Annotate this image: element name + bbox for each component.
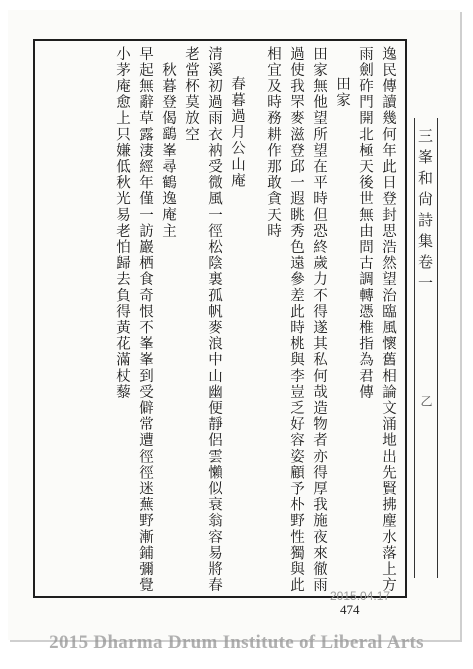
- poem-title: 秋暮登偈鷂峯尋鶴逸庵主: [160, 62, 176, 240]
- poem-title: 田家: [334, 76, 350, 109]
- text-column: 清溪初過雨衣衲受微風一徑松陰裏孤帆麥浪中山幽便靜侶雲懶似衰翁容易將春: [206, 46, 222, 594]
- poem-title: 春暮過月公山庵: [229, 76, 245, 189]
- text-columns: [44, 46, 398, 594]
- scan-date: 2015.04.17: [330, 589, 391, 603]
- page-number: 474: [340, 602, 360, 617]
- spine-strip: [414, 118, 438, 578]
- text-column: 早起無辭草露淒經年僅一訪巖栖食奇恨不峯峯到受僻常遭徑徑迷蕪野漸鋪彌覺: [137, 46, 153, 594]
- text-column: 小茅庵愈上只嫌低秋光易老怕歸去負得黃花滿杖藜: [114, 46, 130, 401]
- watermark: 2015 Dharma Drum Institute of Liberal Arts: [49, 632, 424, 653]
- blank-column: [250, 46, 260, 594]
- text-column: 相宜及時務耕作那敢貪天時: [265, 46, 281, 240]
- text-column: 田家無他望所望在平時但恐終歲力不得遂其私何哉造物者亦得厚我施夜來徹雨: [311, 46, 327, 594]
- text-column: 老當杯莫放空: [183, 46, 199, 143]
- text-column: 過使我罘麥滋登邱一遐眺秀色遠參差此時桃與李豈乏好容姿顧予朴野性獨與此: [288, 46, 304, 594]
- text-column: 逸民傳讀幾何年此日登封思浩然望治臨風懷舊相論文涌地出先賢拂麈水落上方: [380, 46, 396, 594]
- spine-mark: 乙: [419, 395, 433, 407]
- spine-title: 三峯和尙詩集卷一: [416, 128, 434, 296]
- text-column: 雨劍砟門開北極天後世無由問古調轉憑椎指為君傳: [357, 46, 373, 401]
